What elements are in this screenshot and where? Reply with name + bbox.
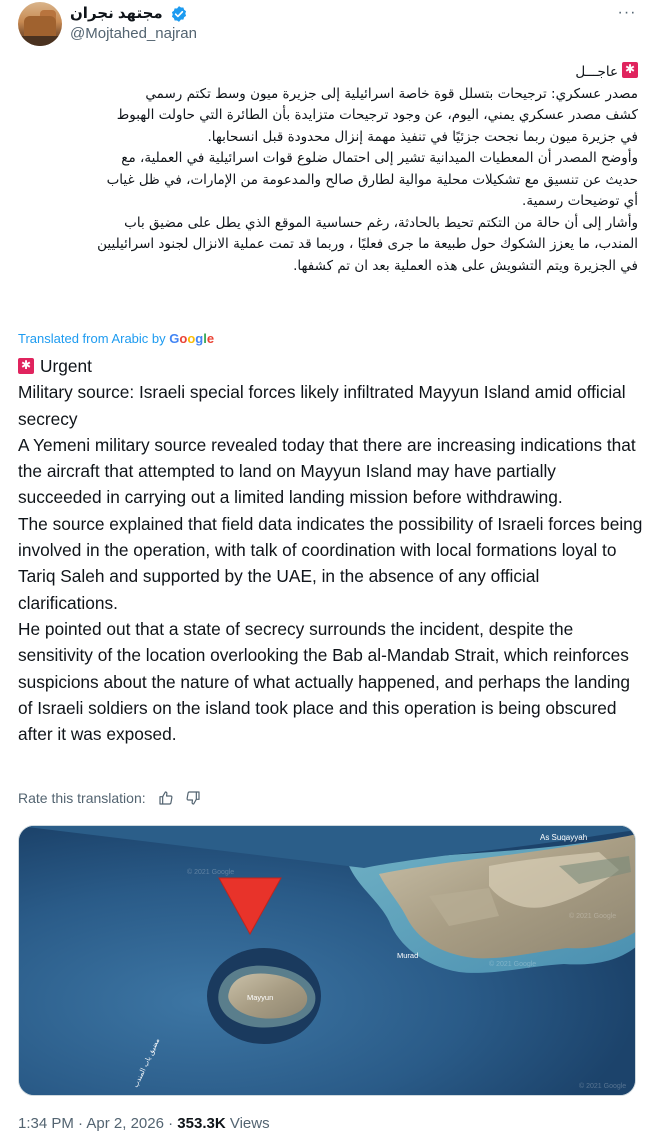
google-logo: Google (169, 331, 215, 346)
verified-badge-icon (170, 5, 188, 23)
map-watermark: © 2021 Google (579, 1083, 627, 1090)
map-watermark: © 2021 Google (569, 913, 617, 920)
thumbs-up-icon[interactable] (158, 790, 174, 806)
map-watermark: © 2021 Google (489, 961, 537, 968)
arabic-line: كشف مصدر عسكري يمني، اليوم، عن وجود ترجيحات متزايدة بأن الطائرة التي حاولت الهبوط (116, 107, 638, 123)
arabic-line: حديث عن تنسيق مع تشكيلات محلية موالية لطارق صالح والمدعومة من الإمارات، في ظل غياب (106, 171, 638, 188)
arabic-line: أي توضيحات رسمية. (522, 193, 638, 209)
tweet-meta (18, 1114, 270, 1134)
siren-icon (622, 62, 638, 78)
arabic-line: وأوضح المصدر أن المعطيات الميدانية تشير إلى احتمال ضلوع قوات اسرائيلية في العملية، مع (121, 150, 638, 166)
arabic-line: وأشار إلى أن حالة من التكتم تحيط بالحادثة، رغم حساسية الموقع الذي يطل على مضيق باب (124, 214, 638, 231)
rate-label: Rate this translation: (18, 790, 146, 806)
original-text (18, 62, 638, 277)
satellite-map (19, 826, 636, 1096)
more-options-icon[interactable]: ··· (617, 4, 637, 21)
urgent-line (18, 62, 638, 84)
arabic-line: في جزيرة ميون ربما نجحت جزئيًا في تنفيذ مهمة إنزال محدودة قبل انسحابها. (207, 128, 638, 145)
handle[interactable]: @Mojtahed_najran (70, 25, 197, 42)
arabic-line: المندب، ما يعزز الشكوك حول طبيعة ما جرى فعليًا ، وربما قد تمت عملية الانزال لجنود اسرائيليين (97, 236, 638, 252)
urgent-line-en (18, 353, 643, 379)
arabic-line: في الجزيرة ويتم التشويش على هذه العملية بعد ان تم كشفها. (293, 257, 638, 274)
author-names (70, 4, 197, 44)
urgent-label-ar: عاجـــل (575, 64, 618, 80)
map-watermark: © 2021 Google (187, 869, 235, 876)
translated-paragraph: Military source: Israeli special forces likely infiltrated Mayyun Island amid official secrecy (18, 382, 626, 429)
translated-by-link[interactable] (18, 330, 214, 348)
siren-icon (18, 358, 34, 374)
thumbs-down-icon[interactable] (185, 790, 201, 806)
avatar[interactable] (18, 2, 62, 46)
label-mayyun: Mayyun (247, 993, 274, 1002)
views-count[interactable]: 353.3K (177, 1115, 226, 1132)
arabic-line: مصدر عسكري: ترجيحات بتسلل قوة خاصة اسرائيلية إلى جزيرة ميون وسط تكتم رسمي (145, 85, 638, 102)
translated-text (18, 353, 643, 747)
translated-paragraph: He pointed out that a state of secrecy surrounds the incident, despite the sensitivity of the location overlooking the Bab al-Mandab Strait, which reinforces suspicions about the nature of what actually happened, and perhaps the landing of Israeli soldiers on the island took place and this operation is being obscured after it was exposed. (18, 618, 631, 745)
translated-paragraph: The source explained that field data indicates the possibility of Israeli forces being involved in the operation, with talk of coordination with local formations loyal to Tariq Saleh and supported by the UAE, in the absence of any official clarifications. (18, 513, 643, 613)
rate-translation (18, 788, 201, 808)
label-murad: Murad (397, 951, 419, 960)
label-strait: مضيق باب المندب (131, 1037, 162, 1089)
translated-label: Translated from Arabic by (18, 331, 166, 346)
label-suqayyah: As Suqayyah (540, 833, 588, 842)
meta-separator: · (78, 1115, 84, 1132)
map-image[interactable] (18, 825, 636, 1096)
tweet-time[interactable]: 1:34 PM (18, 1115, 74, 1132)
urgent-label: Urgent (40, 356, 92, 376)
meta-separator: · (168, 1115, 174, 1132)
display-name[interactable]: مجتهد نجران (70, 5, 163, 22)
tweet-header (18, 2, 638, 48)
views-label: Views (229, 1115, 270, 1132)
tweet-date[interactable]: Apr 2, 2026 (86, 1115, 164, 1132)
translated-paragraph: A Yemeni military source revealed today that there are increasing indications that the aircraft that attempted to land on Mayyun Island may have partially succeeded in carrying out a limited landing mission before withdrawing. (18, 434, 636, 508)
